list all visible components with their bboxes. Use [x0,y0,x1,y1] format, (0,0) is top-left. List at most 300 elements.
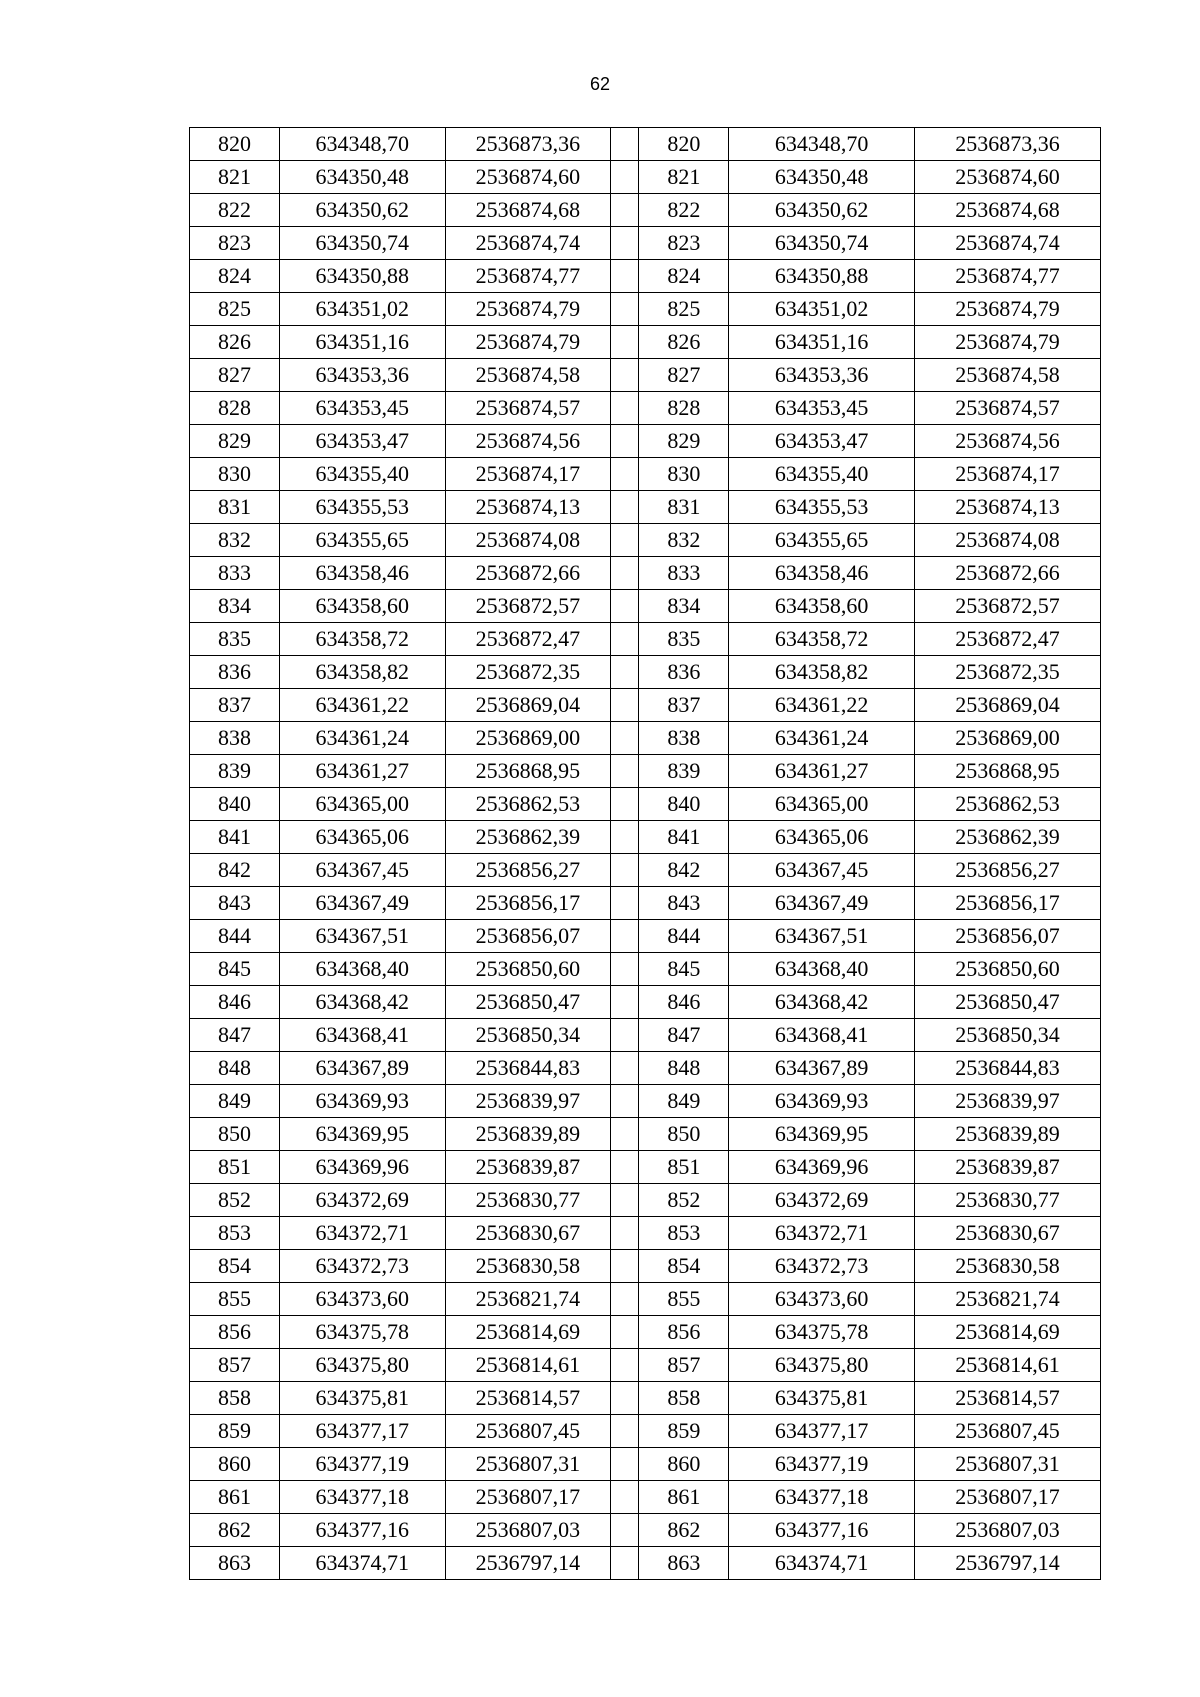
right-x-coordinate-cell: 634367,51 [729,920,915,953]
right-x-coordinate-cell: 634361,27 [729,755,915,788]
left-x-coordinate-cell: 634368,40 [279,953,445,986]
right-y-coordinate-cell: 2536856,07 [915,920,1101,953]
left-x-coordinate-cell: 634377,16 [279,1514,445,1547]
empty-separator-cell [611,392,639,425]
right-y-coordinate-cell: 2536830,67 [915,1217,1101,1250]
left-y-coordinate-cell: 2536830,58 [445,1250,611,1283]
empty-separator-cell [611,920,639,953]
left-point-number-cell: 830 [190,458,280,491]
empty-separator-cell [611,260,639,293]
table-row [190,1085,1101,1118]
left-point-number-cell: 834 [190,590,280,623]
left-point-number-cell: 826 [190,326,280,359]
table-row [190,920,1101,953]
left-x-coordinate-cell: 634353,45 [279,392,445,425]
right-y-coordinate-cell: 2536868,95 [915,755,1101,788]
right-y-coordinate-cell: 2536850,60 [915,953,1101,986]
right-x-coordinate-cell: 634355,65 [729,524,915,557]
empty-separator-cell [611,656,639,689]
left-point-number-cell: 821 [190,161,280,194]
empty-separator-cell [611,1448,639,1481]
left-y-coordinate-cell: 2536856,07 [445,920,611,953]
right-point-number-cell: 839 [639,755,729,788]
empty-separator-cell [611,161,639,194]
left-x-coordinate-cell: 634358,46 [279,557,445,590]
page-number: 62 [589,74,611,94]
table-row [190,1514,1101,1547]
right-point-number-cell: 835 [639,623,729,656]
left-point-number-cell: 843 [190,887,280,920]
right-x-coordinate-cell: 634368,42 [729,986,915,1019]
right-x-coordinate-cell: 634373,60 [729,1283,915,1316]
right-y-coordinate-cell: 2536874,79 [915,326,1101,359]
right-y-coordinate-cell: 2536807,31 [915,1448,1101,1481]
right-point-number-cell: 837 [639,689,729,722]
right-x-coordinate-cell: 634365,00 [729,788,915,821]
table-row [190,425,1101,458]
empty-separator-cell [611,1481,639,1514]
left-point-number-cell: 820 [190,128,280,161]
right-point-number-cell: 825 [639,293,729,326]
left-y-coordinate-cell: 2536807,31 [445,1448,611,1481]
right-point-number-cell: 826 [639,326,729,359]
left-x-coordinate-cell: 634369,95 [279,1118,445,1151]
table-row [190,788,1101,821]
right-y-coordinate-cell: 2536872,57 [915,590,1101,623]
table-row [190,1547,1101,1580]
right-y-coordinate-cell: 2536814,69 [915,1316,1101,1349]
right-point-number-cell: 822 [639,194,729,227]
left-x-coordinate-cell: 634355,53 [279,491,445,524]
right-x-coordinate-cell: 634365,06 [729,821,915,854]
left-x-coordinate-cell: 634372,73 [279,1250,445,1283]
empty-separator-cell [611,227,639,260]
empty-separator-cell [611,1547,639,1580]
table-row [190,1415,1101,1448]
left-y-coordinate-cell: 2536850,34 [445,1019,611,1052]
right-y-coordinate-cell: 2536874,17 [915,458,1101,491]
left-x-coordinate-cell: 634361,27 [279,755,445,788]
right-x-coordinate-cell: 634361,22 [729,689,915,722]
right-point-number-cell: 850 [639,1118,729,1151]
table-row [190,392,1101,425]
empty-separator-cell [611,1151,639,1184]
empty-separator-cell [611,128,639,161]
left-point-number-cell: 850 [190,1118,280,1151]
left-x-coordinate-cell: 634369,96 [279,1151,445,1184]
empty-separator-cell [611,986,639,1019]
left-y-coordinate-cell: 2536874,68 [445,194,611,227]
empty-separator-cell [611,458,639,491]
right-point-number-cell: 827 [639,359,729,392]
left-point-number-cell: 822 [190,194,280,227]
right-x-coordinate-cell: 634377,17 [729,1415,915,1448]
left-point-number-cell: 823 [190,227,280,260]
left-y-coordinate-cell: 2536839,89 [445,1118,611,1151]
left-y-coordinate-cell: 2536844,83 [445,1052,611,1085]
left-y-coordinate-cell: 2536814,69 [445,1316,611,1349]
right-point-number-cell: 823 [639,227,729,260]
right-y-coordinate-cell: 2536830,77 [915,1184,1101,1217]
left-x-coordinate-cell: 634372,69 [279,1184,445,1217]
right-x-coordinate-cell: 634351,16 [729,326,915,359]
left-y-coordinate-cell: 2536856,27 [445,854,611,887]
table-row [190,755,1101,788]
right-y-coordinate-cell: 2536814,57 [915,1382,1101,1415]
left-point-number-cell: 840 [190,788,280,821]
right-x-coordinate-cell: 634374,71 [729,1547,915,1580]
empty-separator-cell [611,491,639,524]
right-y-coordinate-cell: 2536874,68 [915,194,1101,227]
right-x-coordinate-cell: 634350,88 [729,260,915,293]
left-x-coordinate-cell: 634351,02 [279,293,445,326]
left-point-number-cell: 836 [190,656,280,689]
left-y-coordinate-cell: 2536869,04 [445,689,611,722]
coordinates-table [189,127,1101,1580]
left-x-coordinate-cell: 634367,51 [279,920,445,953]
empty-separator-cell [611,887,639,920]
left-point-number-cell: 852 [190,1184,280,1217]
right-y-coordinate-cell: 2536874,77 [915,260,1101,293]
right-y-coordinate-cell: 2536807,45 [915,1415,1101,1448]
right-point-number-cell: 843 [639,887,729,920]
left-x-coordinate-cell: 634361,22 [279,689,445,722]
empty-separator-cell [611,1118,639,1151]
right-point-number-cell: 859 [639,1415,729,1448]
left-x-coordinate-cell: 634358,60 [279,590,445,623]
empty-separator-cell [611,524,639,557]
right-point-number-cell: 828 [639,392,729,425]
left-point-number-cell: 853 [190,1217,280,1250]
empty-separator-cell [611,1250,639,1283]
empty-separator-cell [611,1382,639,1415]
right-x-coordinate-cell: 634350,62 [729,194,915,227]
right-point-number-cell: 861 [639,1481,729,1514]
left-y-coordinate-cell: 2536872,66 [445,557,611,590]
empty-separator-cell [611,1415,639,1448]
right-point-number-cell: 853 [639,1217,729,1250]
right-x-coordinate-cell: 634358,60 [729,590,915,623]
empty-separator-cell [611,557,639,590]
table-row [190,821,1101,854]
left-point-number-cell: 841 [190,821,280,854]
left-x-coordinate-cell: 634358,72 [279,623,445,656]
left-y-coordinate-cell: 2536814,57 [445,1382,611,1415]
left-x-coordinate-cell: 634367,45 [279,854,445,887]
left-x-coordinate-cell: 634353,47 [279,425,445,458]
left-x-coordinate-cell: 634350,74 [279,227,445,260]
empty-separator-cell [611,425,639,458]
right-point-number-cell: 851 [639,1151,729,1184]
right-x-coordinate-cell: 634372,71 [729,1217,915,1250]
left-point-number-cell: 859 [190,1415,280,1448]
right-point-number-cell: 824 [639,260,729,293]
right-y-coordinate-cell: 2536874,74 [915,227,1101,260]
right-point-number-cell: 842 [639,854,729,887]
right-point-number-cell: 855 [639,1283,729,1316]
right-x-coordinate-cell: 634375,81 [729,1382,915,1415]
table-row [190,1052,1101,1085]
right-y-coordinate-cell: 2536830,58 [915,1250,1101,1283]
empty-separator-cell [611,1349,639,1382]
right-y-coordinate-cell: 2536874,58 [915,359,1101,392]
right-x-coordinate-cell: 634350,48 [729,161,915,194]
coordinates-table-body [190,128,1101,1580]
left-y-coordinate-cell: 2536830,67 [445,1217,611,1250]
empty-separator-cell [611,722,639,755]
left-point-number-cell: 839 [190,755,280,788]
right-x-coordinate-cell: 634369,95 [729,1118,915,1151]
empty-separator-cell [611,1019,639,1052]
right-y-coordinate-cell: 2536862,39 [915,821,1101,854]
table-row [190,722,1101,755]
left-x-coordinate-cell: 634351,16 [279,326,445,359]
right-point-number-cell: 858 [639,1382,729,1415]
right-x-coordinate-cell: 634368,40 [729,953,915,986]
left-y-coordinate-cell: 2536821,74 [445,1283,611,1316]
left-point-number-cell: 833 [190,557,280,590]
left-x-coordinate-cell: 634365,00 [279,788,445,821]
left-y-coordinate-cell: 2536874,08 [445,524,611,557]
table-row [190,986,1101,1019]
right-x-coordinate-cell: 634369,96 [729,1151,915,1184]
right-point-number-cell: 820 [639,128,729,161]
empty-separator-cell [611,788,639,821]
right-y-coordinate-cell: 2536874,60 [915,161,1101,194]
left-y-coordinate-cell: 2536839,97 [445,1085,611,1118]
table-row [190,1151,1101,1184]
left-point-number-cell: 855 [190,1283,280,1316]
right-x-coordinate-cell: 634372,69 [729,1184,915,1217]
left-point-number-cell: 832 [190,524,280,557]
right-y-coordinate-cell: 2536874,79 [915,293,1101,326]
table-row [190,359,1101,392]
left-point-number-cell: 858 [190,1382,280,1415]
right-x-coordinate-cell: 634377,18 [729,1481,915,1514]
left-y-coordinate-cell: 2536874,13 [445,491,611,524]
table-row [190,1118,1101,1151]
left-y-coordinate-cell: 2536874,58 [445,359,611,392]
table-row [190,689,1101,722]
right-x-coordinate-cell: 634368,41 [729,1019,915,1052]
right-point-number-cell: 846 [639,986,729,1019]
left-point-number-cell: 837 [190,689,280,722]
left-x-coordinate-cell: 634372,71 [279,1217,445,1250]
left-point-number-cell: 827 [190,359,280,392]
left-x-coordinate-cell: 634350,48 [279,161,445,194]
right-point-number-cell: 849 [639,1085,729,1118]
right-point-number-cell: 845 [639,953,729,986]
right-y-coordinate-cell: 2536814,61 [915,1349,1101,1382]
right-point-number-cell: 821 [639,161,729,194]
right-y-coordinate-cell: 2536872,47 [915,623,1101,656]
right-y-coordinate-cell: 2536874,13 [915,491,1101,524]
table-row [190,656,1101,689]
left-x-coordinate-cell: 634374,71 [279,1547,445,1580]
table-row [190,590,1101,623]
right-y-coordinate-cell: 2536844,83 [915,1052,1101,1085]
right-point-number-cell: 847 [639,1019,729,1052]
empty-separator-cell [611,293,639,326]
left-y-coordinate-cell: 2536874,60 [445,161,611,194]
empty-separator-cell [611,1283,639,1316]
right-point-number-cell: 830 [639,458,729,491]
left-x-coordinate-cell: 634368,42 [279,986,445,1019]
left-point-number-cell: 863 [190,1547,280,1580]
empty-separator-cell [611,1217,639,1250]
left-point-number-cell: 828 [190,392,280,425]
table-row [190,326,1101,359]
right-y-coordinate-cell: 2536856,17 [915,887,1101,920]
left-y-coordinate-cell: 2536797,14 [445,1547,611,1580]
right-x-coordinate-cell: 634353,36 [729,359,915,392]
right-y-coordinate-cell: 2536839,87 [915,1151,1101,1184]
right-point-number-cell: 862 [639,1514,729,1547]
right-point-number-cell: 844 [639,920,729,953]
empty-separator-cell [611,854,639,887]
right-y-coordinate-cell: 2536872,66 [915,557,1101,590]
right-y-coordinate-cell: 2536869,04 [915,689,1101,722]
left-x-coordinate-cell: 634377,18 [279,1481,445,1514]
right-x-coordinate-cell: 634355,40 [729,458,915,491]
left-y-coordinate-cell: 2536856,17 [445,887,611,920]
left-y-coordinate-cell: 2536872,35 [445,656,611,689]
left-point-number-cell: 842 [190,854,280,887]
left-point-number-cell: 847 [190,1019,280,1052]
empty-separator-cell [611,326,639,359]
left-x-coordinate-cell: 634350,62 [279,194,445,227]
right-x-coordinate-cell: 634355,53 [729,491,915,524]
left-point-number-cell: 831 [190,491,280,524]
left-y-coordinate-cell: 2536807,03 [445,1514,611,1547]
left-x-coordinate-cell: 634375,80 [279,1349,445,1382]
empty-separator-cell [611,623,639,656]
right-point-number-cell: 841 [639,821,729,854]
empty-separator-cell [611,953,639,986]
left-y-coordinate-cell: 2536850,60 [445,953,611,986]
left-x-coordinate-cell: 634365,06 [279,821,445,854]
empty-separator-cell [611,1514,639,1547]
right-point-number-cell: 854 [639,1250,729,1283]
empty-separator-cell [611,755,639,788]
left-x-coordinate-cell: 634375,81 [279,1382,445,1415]
right-x-coordinate-cell: 634348,70 [729,128,915,161]
left-x-coordinate-cell: 634358,82 [279,656,445,689]
empty-separator-cell [611,1052,639,1085]
empty-separator-cell [611,821,639,854]
left-x-coordinate-cell: 634355,65 [279,524,445,557]
left-x-coordinate-cell: 634373,60 [279,1283,445,1316]
right-x-coordinate-cell: 634375,80 [729,1349,915,1382]
table-row [190,458,1101,491]
table-row [190,524,1101,557]
right-point-number-cell: 831 [639,491,729,524]
left-y-coordinate-cell: 2536862,53 [445,788,611,821]
table-row [190,128,1101,161]
left-x-coordinate-cell: 634377,19 [279,1448,445,1481]
right-point-number-cell: 852 [639,1184,729,1217]
right-y-coordinate-cell: 2536872,35 [915,656,1101,689]
right-x-coordinate-cell: 634367,45 [729,854,915,887]
table-row [190,1250,1101,1283]
right-point-number-cell: 834 [639,590,729,623]
right-x-coordinate-cell: 634358,72 [729,623,915,656]
left-y-coordinate-cell: 2536807,45 [445,1415,611,1448]
table-row [190,1283,1101,1316]
right-point-number-cell: 863 [639,1547,729,1580]
empty-separator-cell [611,590,639,623]
empty-separator-cell [611,1085,639,1118]
left-point-number-cell: 835 [190,623,280,656]
left-point-number-cell: 848 [190,1052,280,1085]
right-y-coordinate-cell: 2536807,03 [915,1514,1101,1547]
left-y-coordinate-cell: 2536874,77 [445,260,611,293]
left-point-number-cell: 846 [190,986,280,1019]
left-point-number-cell: 862 [190,1514,280,1547]
right-x-coordinate-cell: 634367,49 [729,887,915,920]
left-y-coordinate-cell: 2536814,61 [445,1349,611,1382]
right-y-coordinate-cell: 2536856,27 [915,854,1101,887]
right-point-number-cell: 840 [639,788,729,821]
right-point-number-cell: 836 [639,656,729,689]
right-y-coordinate-cell: 2536839,97 [915,1085,1101,1118]
table-row [190,260,1101,293]
left-y-coordinate-cell: 2536873,36 [445,128,611,161]
left-x-coordinate-cell: 634367,49 [279,887,445,920]
right-x-coordinate-cell: 634361,24 [729,722,915,755]
left-x-coordinate-cell: 634350,88 [279,260,445,293]
left-y-coordinate-cell: 2536839,87 [445,1151,611,1184]
empty-separator-cell [611,359,639,392]
right-point-number-cell: 829 [639,425,729,458]
left-x-coordinate-cell: 634353,36 [279,359,445,392]
left-point-number-cell: 844 [190,920,280,953]
right-x-coordinate-cell: 634350,74 [729,227,915,260]
left-y-coordinate-cell: 2536874,79 [445,293,611,326]
table-row [190,161,1101,194]
left-y-coordinate-cell: 2536872,57 [445,590,611,623]
right-y-coordinate-cell: 2536869,00 [915,722,1101,755]
left-y-coordinate-cell: 2536850,47 [445,986,611,1019]
left-x-coordinate-cell: 634369,93 [279,1085,445,1118]
table-row [190,1184,1101,1217]
left-y-coordinate-cell: 2536874,17 [445,458,611,491]
right-x-coordinate-cell: 634377,19 [729,1448,915,1481]
table-row [190,1382,1101,1415]
left-y-coordinate-cell: 2536807,17 [445,1481,611,1514]
empty-separator-cell [611,1316,639,1349]
table-row [190,623,1101,656]
left-y-coordinate-cell: 2536874,74 [445,227,611,260]
right-point-number-cell: 833 [639,557,729,590]
table-row [190,1316,1101,1349]
table-row [190,1019,1101,1052]
left-point-number-cell: 857 [190,1349,280,1382]
left-point-number-cell: 838 [190,722,280,755]
right-point-number-cell: 848 [639,1052,729,1085]
right-y-coordinate-cell: 2536850,47 [915,986,1101,1019]
right-x-coordinate-cell: 634351,02 [729,293,915,326]
left-point-number-cell: 860 [190,1448,280,1481]
left-point-number-cell: 849 [190,1085,280,1118]
left-x-coordinate-cell: 634368,41 [279,1019,445,1052]
table-row [190,854,1101,887]
table-row [190,1481,1101,1514]
right-x-coordinate-cell: 634353,47 [729,425,915,458]
left-x-coordinate-cell: 634377,17 [279,1415,445,1448]
right-y-coordinate-cell: 2536797,14 [915,1547,1101,1580]
right-x-coordinate-cell: 634377,16 [729,1514,915,1547]
